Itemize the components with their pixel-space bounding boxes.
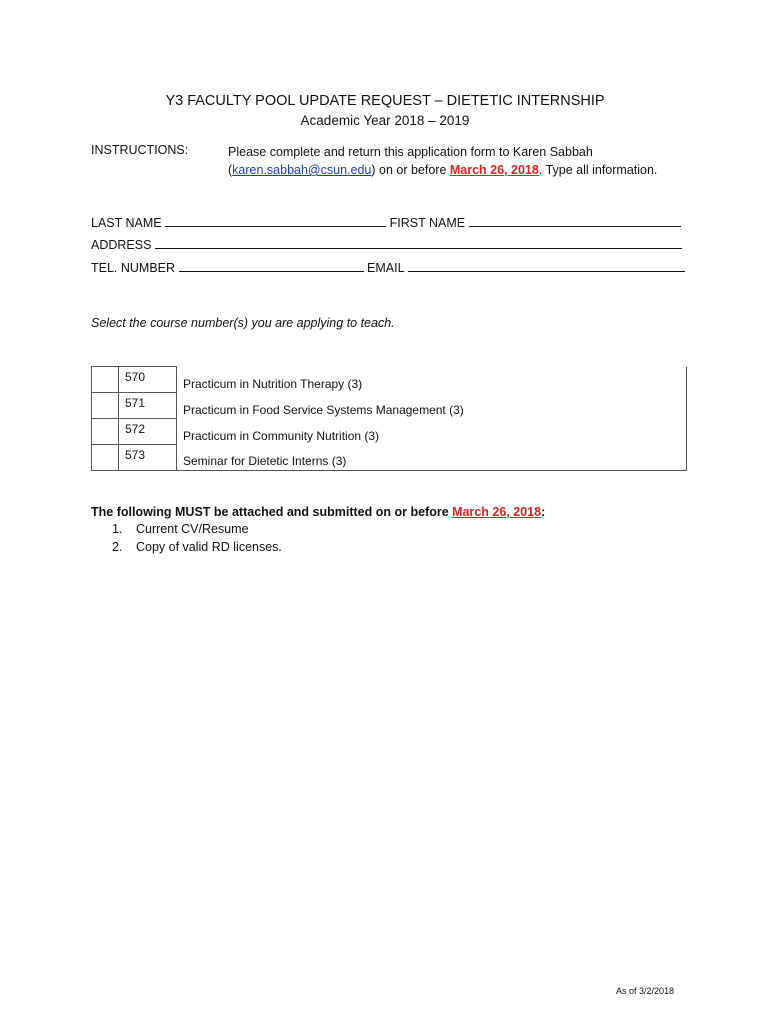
course-name: Practicum in Nutrition Therapy (3) <box>177 367 687 393</box>
attachments-deadline: March 26, 2018 <box>452 505 542 519</box>
course-checkbox[interactable] <box>92 393 119 419</box>
table-row <box>92 367 687 393</box>
table-row <box>92 393 687 419</box>
list-item-text: Copy of valid RD licenses. <box>136 540 282 554</box>
course-checkbox[interactable] <box>92 419 119 445</box>
course-number: 570 <box>119 367 177 393</box>
open-paren: ( <box>228 163 233 177</box>
course-number: 571 <box>119 393 177 419</box>
email-field[interactable] <box>408 259 685 272</box>
instructions-text <box>228 143 657 179</box>
select-course-note: Select the course number(s) you are applying to teach. <box>91 316 395 330</box>
name-row <box>91 214 681 230</box>
instructions-mid-text: ) on or before <box>371 163 450 177</box>
address-row <box>91 236 682 252</box>
email-label: EMAIL <box>367 261 405 275</box>
tel-number-field[interactable] <box>179 259 364 272</box>
attachments-heading-prefix: The following MUST be attached and submitted on or before <box>91 505 453 519</box>
last-name-field[interactable] <box>165 214 386 227</box>
page-title: Y3 FACULTY POOL UPDATE REQUEST – DIETETIC INTERNSHIP <box>165 93 605 109</box>
instructions-line-2 <box>228 161 657 179</box>
instructions-end-text: . Type all information. <box>538 163 658 177</box>
table-row <box>92 419 687 445</box>
contact-email-link[interactable]: karen.sabbah@csun.edu <box>232 163 372 177</box>
course-checkbox[interactable] <box>92 367 119 393</box>
list-item-number: 1. <box>112 522 123 536</box>
first-name-field[interactable] <box>469 214 681 227</box>
course-name: Seminar for Dietetic Interns (3) <box>177 445 687 471</box>
table-row <box>92 445 687 471</box>
course-checkbox[interactable] <box>92 445 119 471</box>
address-label: ADDRESS <box>91 238 152 252</box>
instructions-line-1: Please complete and return this application form to Karen Sabbah <box>228 145 593 159</box>
attachments-heading <box>91 505 545 519</box>
contact-row <box>91 259 685 275</box>
instructions-label: INSTRUCTIONS: <box>91 143 189 157</box>
list-item-number: 2. <box>112 540 123 554</box>
list-item-text: Current CV/Resume <box>136 522 249 536</box>
page-subtitle: Academic Year 2018 – 2019 <box>300 113 470 128</box>
list-item <box>112 538 282 556</box>
attachments-heading-suffix: : <box>541 505 546 519</box>
deadline-date: March 26, 2018 <box>449 163 539 177</box>
course-number: 573 <box>119 445 177 471</box>
tel-number-label: TEL. NUMBER <box>91 261 176 275</box>
version-date: As of 3/2/2018 <box>616 986 675 996</box>
first-name-label: FIRST NAME <box>389 216 466 230</box>
address-field[interactable] <box>155 236 682 249</box>
attachments-list <box>112 520 282 556</box>
course-name: Practicum in Food Service Systems Management (3) <box>177 393 687 419</box>
list-item <box>112 520 282 538</box>
course-number: 572 <box>119 419 177 445</box>
course-table <box>91 366 687 471</box>
last-name-label: LAST NAME <box>91 216 162 230</box>
course-name: Practicum in Community Nutrition (3) <box>177 419 687 445</box>
